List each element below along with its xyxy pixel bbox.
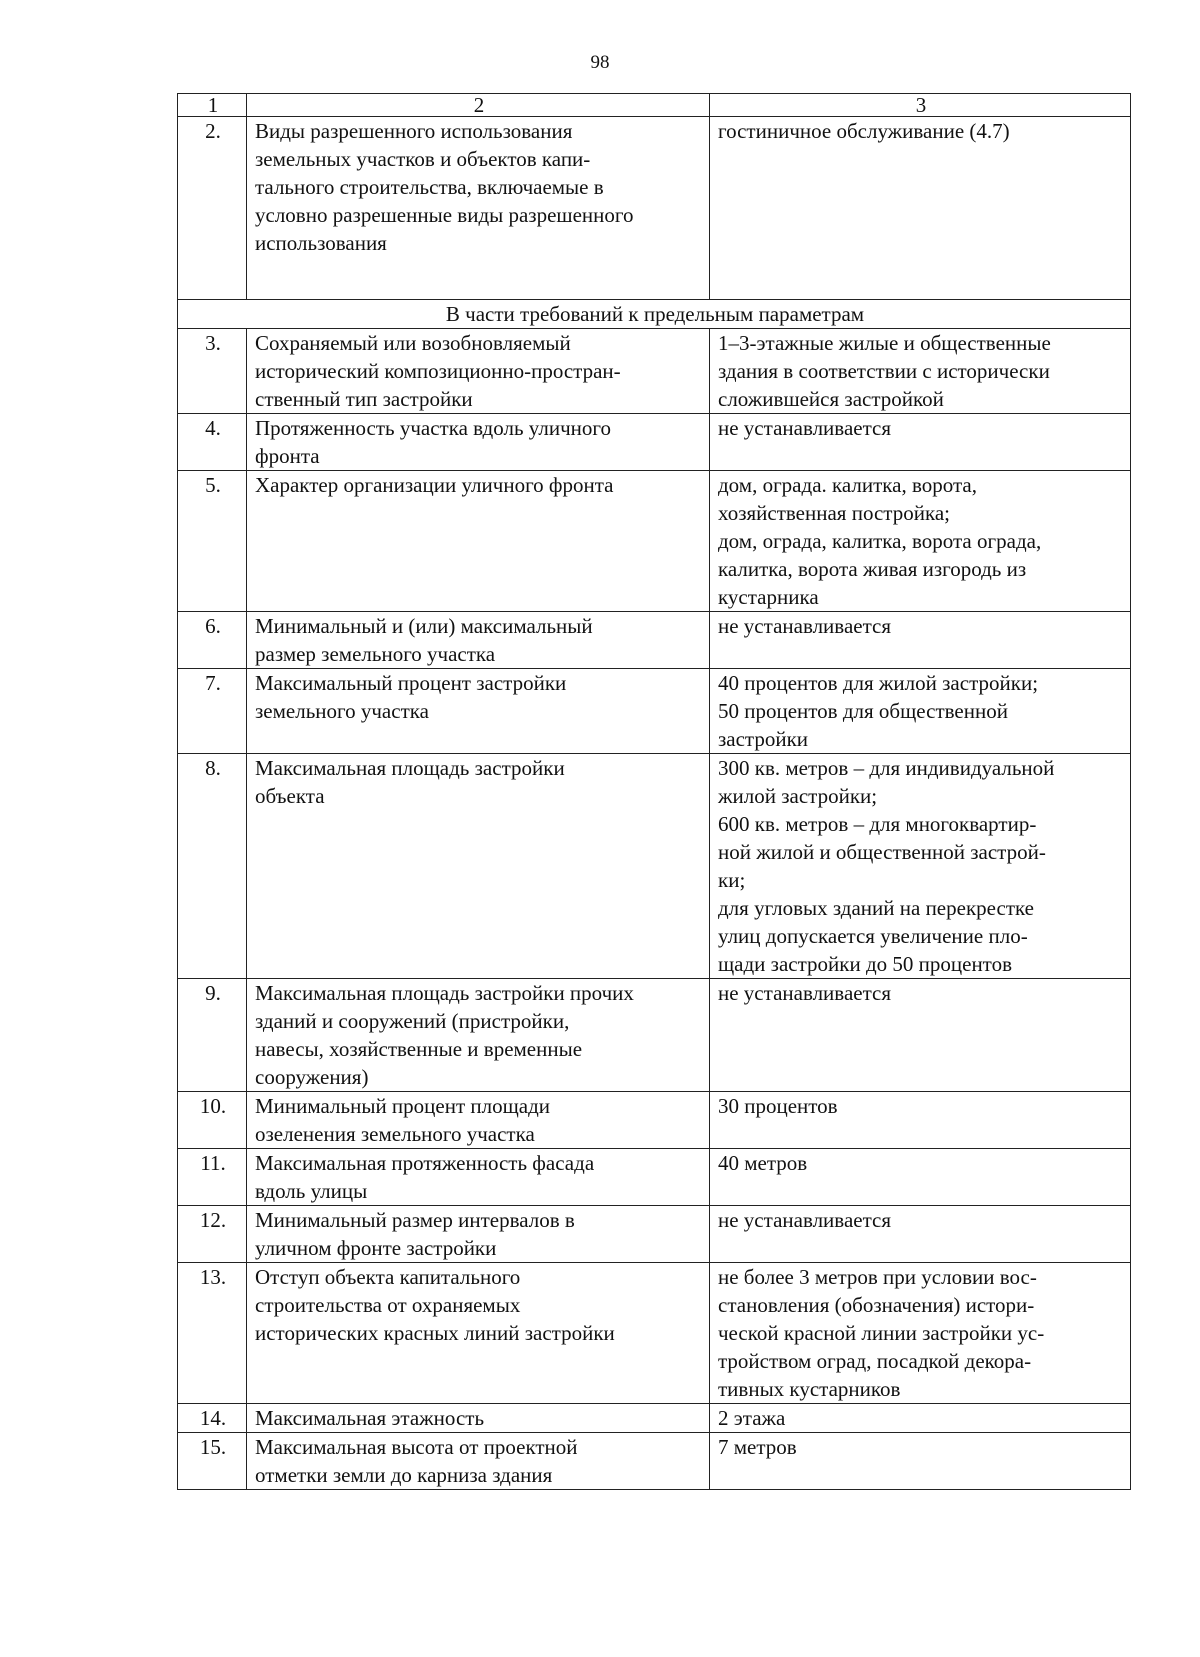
row-number: 13. (178, 1263, 247, 1404)
parameter-name (247, 754, 710, 979)
parameter-name-line: Максимальная высота от проектной (255, 1435, 578, 1459)
parameter-value-line: не более 3 метров при условии вос- (718, 1265, 1037, 1289)
parameter-value-line: не устанавливается (718, 614, 891, 638)
table-row (178, 1206, 1131, 1263)
parameter-value-line: 40 метров (718, 1151, 808, 1175)
parameter-name (247, 612, 710, 669)
parameter-name-line: Отступ объекта капитального (255, 1265, 521, 1289)
row-number: 7. (178, 669, 247, 754)
header-col-3: 3 (710, 94, 1131, 117)
parameter-name-line: сооружения) (255, 1065, 369, 1089)
parameter-value (710, 117, 1131, 300)
row-number: 11. (178, 1149, 247, 1206)
parameter-value-line: 30 процентов (718, 1094, 838, 1118)
parameter-name (247, 1092, 710, 1149)
parameter-value-line: не устанавливается (718, 416, 891, 440)
table-row (178, 329, 1131, 414)
parameter-value (710, 414, 1131, 471)
parameter-name-line: уличном фронте застройки (255, 1236, 497, 1260)
parameter-value-line: ки; (718, 868, 746, 892)
parameter-value-line: жилой застройки; (718, 784, 878, 808)
parameter-name-line: зданий и сооружений (пристройки, (255, 1009, 570, 1033)
row-number: 15. (178, 1433, 247, 1490)
table-row (178, 1263, 1131, 1404)
parameter-name-line: объекта (255, 784, 325, 808)
section-row (178, 300, 1131, 329)
parameter-value-line: 7 метров (718, 1435, 797, 1459)
parameter-value-line: хозяйственная постройка; (718, 501, 951, 525)
parameter-value-line: 40 процентов для жилой застройки; (718, 671, 1039, 695)
parameter-value-line: 2 этажа (718, 1406, 786, 1430)
table-row (178, 1433, 1131, 1490)
row-number: 5. (178, 471, 247, 612)
parameters-table (177, 93, 1131, 1490)
table-row (178, 414, 1131, 471)
parameter-name-line: земельных участков и объектов капи- (255, 147, 591, 171)
parameter-value (710, 1206, 1131, 1263)
table-row (178, 669, 1131, 754)
parameter-value-line: гостиничное обслуживание (4.7) (718, 119, 1010, 143)
table-row (178, 1092, 1131, 1149)
parameter-name-line: вдоль улицы (255, 1179, 368, 1203)
parameter-name-line: Максимальная протяженность фасада (255, 1151, 595, 1175)
parameter-value-line: для угловых зданий на перекрестке (718, 896, 1034, 920)
parameter-value-line: не устанавливается (718, 1208, 891, 1232)
parameter-value (710, 1092, 1131, 1149)
row-number: 4. (178, 414, 247, 471)
row-number: 8. (178, 754, 247, 979)
parameter-value-line: калитка, ворота живая изгородь из (718, 557, 1027, 581)
header-col-2: 2 (247, 94, 710, 117)
parameter-name-line: Минимальный и (или) максимальный (255, 614, 593, 638)
parameter-value (710, 612, 1131, 669)
parameter-value (710, 329, 1131, 414)
parameter-value-line: улиц допускается увеличение пло- (718, 924, 1028, 948)
parameter-value (710, 1263, 1131, 1404)
row-number: 12. (178, 1206, 247, 1263)
parameter-value (710, 979, 1131, 1092)
parameter-value-line: 50 процентов для общественной (718, 699, 1008, 723)
parameter-value-line: ческой красной линии застройки ус- (718, 1321, 1045, 1345)
parameter-name-line: Протяженность участка вдоль уличного (255, 416, 611, 440)
parameter-value (710, 1433, 1131, 1490)
parameter-name-line: исторический композиционно-простран- (255, 359, 621, 383)
parameter-name-line: строительства от охраняемых (255, 1293, 521, 1317)
parameter-name (247, 1206, 710, 1263)
row-number: 14. (178, 1404, 247, 1433)
parameter-name-line: земельного участка (255, 699, 429, 723)
parameter-name (247, 1263, 710, 1404)
parameter-name (247, 1149, 710, 1206)
section-title: В части требований к предельным параметрам (178, 300, 1131, 329)
parameter-name-line: тального строительства, включаемые в (255, 175, 604, 199)
row-number: 6. (178, 612, 247, 669)
parameter-value-line: ной жилой и общественной застрой- (718, 840, 1046, 864)
table-row (178, 754, 1131, 979)
parameter-value-line: застройки (718, 727, 809, 751)
table-row (178, 471, 1131, 612)
parameter-value-line: щади застройки до 50 процентов (718, 952, 1012, 976)
table-row (178, 979, 1131, 1092)
parameter-value-line: 600 кв. метров – для многоквартир- (718, 812, 1037, 836)
parameter-value-line: 300 кв. метров – для индивидуальной (718, 756, 1055, 780)
parameter-name-line: исторических красных линий застройки (255, 1321, 615, 1345)
parameter-value-line: тивных кустарников (718, 1377, 901, 1401)
parameter-value (710, 471, 1131, 612)
parameter-name (247, 669, 710, 754)
parameter-value-line: здания в соответствии с исторически (718, 359, 1050, 383)
parameter-value (710, 754, 1131, 979)
parameter-value-line: кустарника (718, 585, 819, 609)
parameter-name-line: озеленения земельного участка (255, 1122, 535, 1146)
parameter-value-line: 1–3-этажные жилые и общественные (718, 331, 1051, 355)
parameter-name-line: отметки земли до карниза здания (255, 1463, 553, 1487)
table-row (178, 1149, 1131, 1206)
row-number: 3. (178, 329, 247, 414)
parameter-value-line: становления (обозначения) истори- (718, 1293, 1035, 1317)
parameter-value-line: не устанавливается (718, 981, 891, 1005)
parameter-name (247, 414, 710, 471)
table-row (178, 612, 1131, 669)
table-row (178, 1404, 1131, 1433)
parameter-name-line: Виды разрешенного использования (255, 119, 573, 143)
parameter-value-line: тройством оград, посадкой декора- (718, 1349, 1032, 1373)
parameter-name-line: Сохраняемый или возобновляемый (255, 331, 571, 355)
parameter-name-line: Максимальная площадь застройки прочих (255, 981, 634, 1005)
parameter-name (247, 329, 710, 414)
parameter-value-line: сложившейся застройкой (718, 387, 944, 411)
parameter-value (710, 1149, 1131, 1206)
parameter-name (247, 471, 710, 612)
row-number: 10. (178, 1092, 247, 1149)
parameter-name-line: Минимальный процент площади (255, 1094, 551, 1118)
parameter-name-line: Минимальный размер интервалов в (255, 1208, 575, 1232)
parameter-value (710, 669, 1131, 754)
parameter-name-line: Характер организации уличного фронта (255, 473, 614, 497)
page-number: 98 (590, 52, 610, 73)
parameter-name (247, 117, 710, 300)
parameter-value-line: дом, ограда, калитка, ворота ограда, (718, 529, 1042, 553)
parameter-name-line: Максимальная этажность (255, 1406, 485, 1430)
table-row (178, 117, 1131, 300)
row-number: 9. (178, 979, 247, 1092)
parameter-name (247, 979, 710, 1092)
parameter-name (247, 1404, 710, 1433)
header-col-1: 1 (178, 94, 247, 117)
row-number: 2. (178, 117, 247, 300)
table-header-row (178, 94, 1131, 117)
parameter-value (710, 1404, 1131, 1433)
parameter-name-line: ственный тип застройки (255, 387, 473, 411)
parameter-name-line: фронта (255, 444, 320, 468)
parameter-name-line: навесы, хозяйственные и временные (255, 1037, 583, 1061)
parameter-name-line: использования (255, 231, 387, 255)
parameter-name-line: Максимальный процент застройки (255, 671, 567, 695)
parameter-value-line: дом, ограда. калитка, ворота, (718, 473, 978, 497)
parameter-name-line: условно разрешенные виды разрешенного (255, 203, 634, 227)
parameter-name-line: Максимальная площадь застройки (255, 756, 565, 780)
parameter-name (247, 1433, 710, 1490)
parameter-name-line: размер земельного участка (255, 642, 496, 666)
